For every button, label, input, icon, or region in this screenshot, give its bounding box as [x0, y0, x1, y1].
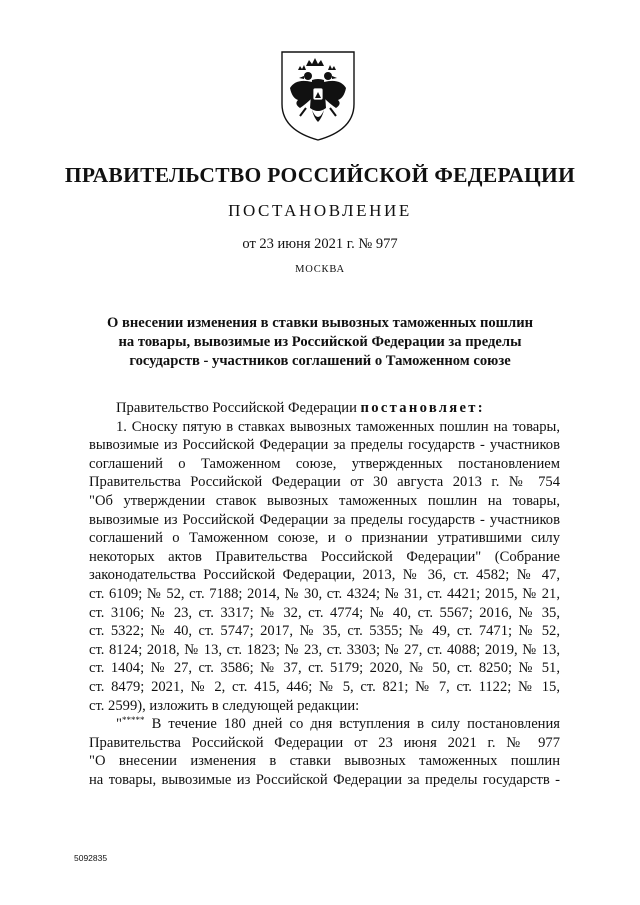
body-line: Правительства Российской Федерации от 23 июня 2021 г. № 977: [89, 734, 560, 751]
body-line: ст. 6109; № 52, ст. 7188; 2014, № 30, ст. 4324; № 31, ст. 4421; 2015, № 21,: [89, 585, 560, 602]
body-line: ст. 8124; 2018, № 13, ст. 1823; № 23, ст. 3303; № 27, ст. 4088; 2019, № 13,: [89, 641, 560, 658]
body-line: некоторых актов Правительства Российской Федерации" (Собрание: [89, 548, 560, 565]
body-line: ст. 5322; № 40, ст. 5747; 2017, № 35, ст. 5355; № 49, ст. 7471; № 52,: [89, 623, 560, 640]
body-line: [89, 715, 560, 734]
heading-line: государств - участников соглашений о Таможенном союзе: [129, 353, 511, 369]
document-heading: [60, 314, 580, 371]
body-line: ст. 8479; 2021, № 2, ст. 415, 446; № 5, ст. 821; № 7, ст. 1122; № 15,: [89, 678, 560, 695]
body-line: "О внесении изменения в ставки вывозных таможенных пошлин: [89, 753, 560, 770]
document-body: [89, 399, 560, 789]
government-title: ПРАВИТЕЛЬСТВО РОССИЙСКОЙ ФЕДЕРАЦИИ: [64, 163, 576, 187]
body-line: Правительства Российской Федерации от 30 августа 2013 г. № 754: [89, 474, 560, 491]
body-line: ст. 3106; № 23, ст. 3317; № 32, ст. 4774; № 40, ст. 5567; 2016, № 35,: [89, 604, 560, 621]
document-date-number: от 23 июня 2021 г. № 977: [242, 236, 398, 252]
preamble-text: Правительство Российской Федерации: [116, 400, 361, 416]
resolves-word: постановляет:: [360, 400, 485, 416]
coat-of-arms-icon: [276, 48, 360, 142]
quote-text: В течение 180 дней со дня вступления в силу постановления: [144, 716, 560, 733]
body-line: 1. Сноску пятую в ставках вывозных таможенных пошлин на товары,: [116, 418, 560, 435]
document-code: 5092835: [74, 853, 108, 863]
body-line: "Об утверждении ставок вывозных таможенных пошлин на товары,: [89, 492, 560, 509]
body-line: вывозимые из Российской Федерации за пределы государств - участников: [89, 437, 560, 454]
document-type: ПОСТАНОВЛЕНИЕ: [228, 201, 412, 220]
body-line: ст. 2599), изложить в следующей редакции:: [89, 697, 360, 714]
city-label: МОСКВА: [295, 264, 345, 275]
body-line: [89, 399, 560, 418]
heading-line: на товары, вывозимые из Российской Федерации за пределы: [118, 334, 522, 350]
body-line: вывозимые из Российской Федерации за пределы государств - участников: [89, 511, 560, 528]
body-line: соглашений о Таможенном союзе, и о признании утратившими силу: [89, 530, 560, 547]
footnote-mark: *****: [121, 715, 145, 726]
heading-line: О внесении изменения в ставки вывозных таможенных пошлин: [106, 315, 534, 331]
quote-open: ": [116, 716, 122, 733]
body-line: на товары, вывозимые из Российской Федерации за пределы государств -: [89, 771, 560, 788]
body-line: соглашений о Таможенном союзе, утвержденных постановлением: [89, 455, 560, 472]
body-line: ст. 1404; № 27, ст. 3586; № 37, ст. 5179; 2020, № 50, ст. 8250; № 51,: [89, 660, 560, 677]
body-line: законодательства Российской Федерации, 2013, № 36, ст. 4582; № 47,: [89, 567, 560, 584]
